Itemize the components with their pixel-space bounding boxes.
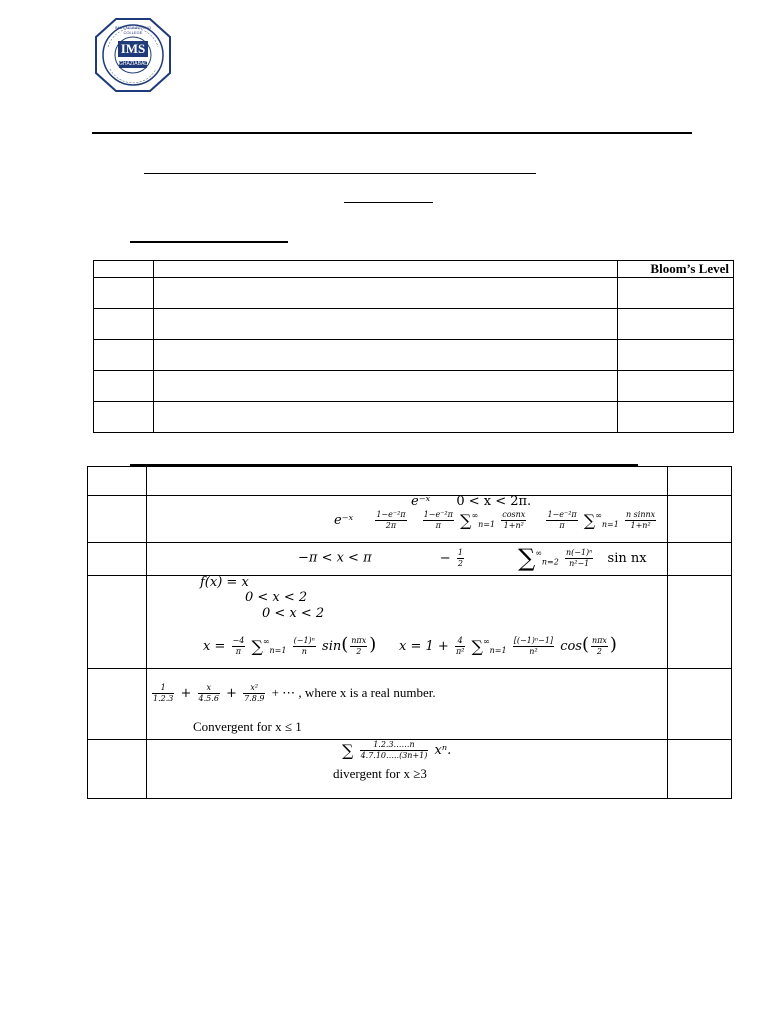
co-table	[93, 260, 734, 433]
q1-frac-a: $\frac{\text{1−e⁻²π}}{2\pi}$	[376, 510, 406, 530]
q4-result: Convergent for x ≤ 1	[193, 719, 302, 734]
q4-series: $\frac{1}{1.2.3}$ + $\frac{x}{4.5.6}$ + $\frac{\text{x²}}{7.8.9}$ + ⋯ , where x is a real number.	[153, 683, 436, 703]
table-row	[94, 402, 734, 433]
q3-range-1: 0 < x < 2	[245, 590, 308, 605]
q2-line: −π < x < π − $\frac{1}{2}$ $\sum^\infty_{n=2}$ $\frac{\text{n(−1)ⁿ}}{\text{n²−1}}$ sin nx	[298, 544, 647, 572]
q3-eq-1: x = $\frac{-4}{\pi}$ $\sum^\infty_{n=1}$ $\frac{\text{(−1)ⁿ}}{n}$ sin( $\frac{\text{nπx}}{2}$ )	[203, 634, 377, 656]
q2-trig: sin nx	[607, 550, 647, 566]
table-row	[94, 340, 734, 371]
q1-frac-d: $\frac{\text{1−e⁻²π}}{\pi}$	[547, 510, 577, 530]
co-table-header-cell-1	[94, 261, 154, 278]
header-rule-subject	[144, 173, 536, 174]
section-rule-co	[130, 241, 288, 243]
q1-range: 0 < x < 2π.	[456, 494, 532, 509]
table-row	[88, 669, 732, 740]
logo-initials: IMS	[120, 41, 146, 56]
q2-frac: $\frac{\text{n(−1)ⁿ}}{\text{n²−1}}$	[565, 547, 593, 568]
q1-frac-e: $\frac{\text{n sinnx}}{\text{1+n²}}$	[625, 510, 656, 530]
header-rule-short	[344, 202, 433, 203]
q5-series: ∑ $\frac{1.2.3\dots\dots n}{4.7.10\dots..(3n+1)}$ xⁿ.	[342, 740, 452, 760]
q1-frac-b: $\frac{\text{1−e⁻²π}}{\pi}$	[423, 510, 453, 530]
q1-frac-c: $\frac{\text{cosnx}}{\text{1+n²}}$	[502, 510, 526, 530]
table-row	[94, 278, 734, 309]
logo-ring-text-bottom: GHAZIABAD	[119, 61, 148, 67]
q1-function: e⁻ˣ	[411, 494, 431, 509]
q1-line1	[411, 494, 531, 509]
q1-line2: e⁻ˣ $\frac{\text{1−e⁻²π}}{2\pi}$ $\frac{\text{1−e⁻²π}}{\pi}$ $\sum^\infty_{n=1}$ $\frac{\text{cosnx}}{\text{1+n²}}$ $\frac{\text{1−e⁻²π}}{\pi}$ $\sum^\infty_{n=1}$ $\frac{\text{n sinnx}}{\text{1+n²}}$	[334, 510, 656, 530]
college-logo	[94, 17, 172, 93]
q5-result: divergent for x ≥3	[333, 766, 427, 781]
q1-sum-icon-2: ∑	[583, 511, 596, 530]
table-row	[94, 371, 734, 402]
q3-sum-icon: ∑	[251, 637, 263, 656]
q3-eq-2: x = 1 + $\frac{4}{\text{π²}}$ $\sum^\infty_{n=1}$ $\frac{\text{[(−1)ⁿ−1]}}{\text{n²}}$ cos( $\frac{\text{nπx}}{2}$ )	[399, 634, 617, 656]
co-table-header-cell-2	[154, 261, 617, 278]
q3-range-2: 0 < x < 2	[262, 606, 325, 621]
q2-neg: −	[439, 550, 451, 566]
q2-sum-icon: ∑	[518, 544, 536, 572]
q2-range: −π < x < π	[298, 550, 372, 566]
q3-sum-icon-2: ∑	[471, 637, 483, 656]
q1-sum-icon: ∑	[460, 511, 472, 530]
q3-function: f(x) = x	[200, 575, 249, 590]
q1-lhs: e⁻ˣ	[334, 513, 354, 528]
blooms-level-header: Bloom’s Level	[617, 261, 733, 278]
table-row	[94, 309, 734, 340]
header-rule-full	[92, 132, 692, 134]
q2-half: $\frac{1}{2}$	[457, 547, 463, 568]
table-row	[88, 467, 732, 496]
q5-sum-icon: ∑	[342, 741, 354, 760]
logo-ring-text-top: IMS ENGINEERING COLLEGE	[114, 25, 152, 35]
